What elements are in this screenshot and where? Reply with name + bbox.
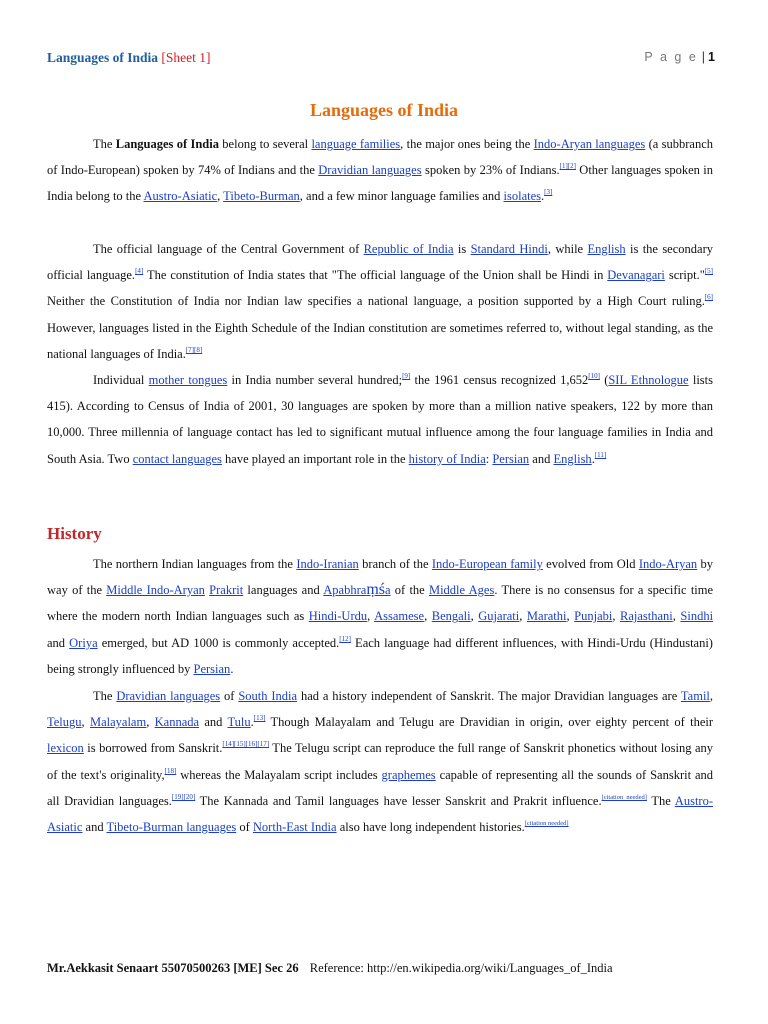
link-punjabi[interactable]: Punjabi <box>574 609 613 624</box>
link-austro-asiatic[interactable]: Austro-Asiatic <box>143 189 218 204</box>
link-indo-aryan-languages[interactable]: Indo-Aryan languages <box>533 137 646 151</box>
footnote-ref[interactable]: [11] <box>594 450 607 459</box>
link-contact-languages[interactable]: contact languages <box>132 451 222 466</box>
link-indo-aryan[interactable]: Indo-Aryan <box>638 557 698 571</box>
page-indicator <box>644 50 715 64</box>
link-tulu[interactable]: Tulu <box>227 715 251 730</box>
link-telugu[interactable]: Telugu <box>47 715 82 730</box>
footer-author: Mr.Aekkasit Senaart 55070500263 [ME] Sec 26 <box>47 961 299 975</box>
link-indo-european-family[interactable]: Indo-European family <box>431 557 543 571</box>
link-lexicon[interactable]: lexicon <box>47 741 84 756</box>
link-language-families[interactable]: language families <box>311 137 401 151</box>
link-standard-hindi[interactable]: Standard Hindi <box>470 242 548 256</box>
link-oriya[interactable]: Oriya <box>69 635 98 650</box>
page-footer <box>47 961 727 976</box>
footnote-ref[interactable]: [19][20] <box>171 792 196 801</box>
link-malayalam[interactable]: Malayalam <box>89 715 147 730</box>
footnote-ref[interactable]: [7][8] <box>185 345 203 354</box>
history-paragraph-1: The northern Indian languages from the Indo-Iranian branch of the Indo-European family evolved from Old Indo-Aryan by way of the Middle Indo-Aryan Prakrit languages and Apabhraṃśa of the Middle Ages. There is no consensus for a specific time where the modern north Indian languages such as Hindi-Urdu, Assamese, Bengali, Gujarati, Marathi, Punjabi, Rajasthani, Sindhi and Oriya emerged, but AD 1000 is commonly accepted.[12] Each language had different influences, with Hindi-Urdu (Hindustani) being strongly influenced by Persian. <box>47 557 714 676</box>
link-english[interactable]: English <box>553 451 592 466</box>
link-graphemes[interactable]: graphemes <box>381 767 436 782</box>
footnote-ref[interactable]: [1][2] <box>559 162 576 171</box>
link-isolates[interactable]: isolates <box>503 189 542 204</box>
footnote-ref[interactable]: [12] <box>339 634 351 643</box>
footnote-ref[interactable]: [14][15][16][17] <box>222 740 270 749</box>
link-english[interactable]: English <box>587 242 626 256</box>
link-bengali[interactable]: Bengali <box>431 609 471 624</box>
citation-needed-ref[interactable]: [citation needed] <box>601 793 647 801</box>
link-assamese[interactable]: Assamese <box>374 609 425 624</box>
link-tibeto-burman-languages[interactable]: Tibeto-Burman languages <box>106 820 237 835</box>
section-heading-history: History <box>47 524 102 543</box>
link-rajasthani[interactable]: Rajasthani <box>620 609 673 624</box>
header-sheet-label: [Sheet 1] <box>161 50 211 65</box>
citation-needed-ref[interactable]: [citation needed] <box>524 820 569 828</box>
link-austro-asiatic[interactable]: Austro-Asiatic <box>47 793 713 835</box>
document-title: Languages of India <box>309 100 459 120</box>
footnote-ref[interactable]: [18] <box>164 766 177 775</box>
link-indo-iranian[interactable]: Indo-Iranian <box>296 557 359 571</box>
intro-paragraph-2: The official language of the Central Government of Republic of India is Standard Hindi, while English is the secondary official language.[4] The constitution of India states that "The official language of the Union shall be Hindi in Devanagari script."[5] Neither the Constitution of India nor Indian law specifies a national language, a position supported by a High Court ruling.[6] However, languages listed in the Eighth Schedule of the Indian constitution are sometimes referred to, without legal standing, as the national languages of India.[7][8] <box>47 242 714 361</box>
link-middle-indo-aryan[interactable]: Middle Indo-Aryan <box>106 583 205 598</box>
link-persian[interactable]: Persian <box>492 451 530 466</box>
link-apabhramsa[interactable]: Apabhraṃśa <box>323 581 391 599</box>
footer-reference: Reference: http://en.wikipedia.org/wiki/Languages_of_India <box>309 961 613 975</box>
link-sil-ethnologue[interactable]: SIL Ethnologue <box>608 373 689 387</box>
footnote-ref[interactable]: [6] <box>704 293 713 302</box>
intro-paragraph-3: Individual mother tongues in India number several hundred;[9] the 1961 census recognized 1,652[10] (SIL Ethnologue lists 415). According to Census of India of 2001, 30 languages are spoken by more than a million native speakers, 122 by more than 10,000. Three millennia of language contact has led to significant mutual influence among the four language families in India and South Asia. Two contact languages have played an important role in the history of India: Persian and English.[11] <box>47 372 713 466</box>
link-marathi[interactable]: Marathi <box>526 609 567 624</box>
page-number: 1 <box>708 50 715 64</box>
link-dravidian-languages[interactable]: Dravidian languages <box>116 689 221 703</box>
footnote-ref[interactable]: [5] <box>704 267 714 276</box>
link-gujarati[interactable]: Gujarati <box>478 609 520 624</box>
link-middle-ages[interactable]: Middle Ages <box>428 583 495 598</box>
link-dravidian-languages[interactable]: Dravidian languages <box>318 163 422 178</box>
link-north-east-india[interactable]: North-East India <box>252 820 337 835</box>
link-devanagari[interactable]: Devanagari <box>607 268 665 283</box>
link-tibeto-burman[interactable]: Tibeto-Burman <box>223 189 300 204</box>
footnote-ref[interactable]: [10] <box>588 372 600 380</box>
link-hindi-urdu[interactable]: Hindi-Urdu <box>308 609 368 624</box>
page-label: P a g e <box>644 50 698 64</box>
link-sindhi[interactable]: Sindhi <box>680 609 714 624</box>
link-kannada[interactable]: Kannada <box>154 715 200 730</box>
link-prakrit[interactable]: Prakrit <box>209 583 244 598</box>
link-republic-of-india[interactable]: Republic of India <box>363 242 454 256</box>
footnote-ref[interactable]: [13] <box>253 714 266 723</box>
footnote-ref[interactable]: [3] <box>544 188 553 197</box>
link-tamil[interactable]: Tamil <box>680 689 710 703</box>
link-history-of-india[interactable]: history of India <box>408 451 486 466</box>
link-persian[interactable]: Persian <box>193 661 231 676</box>
link-mother-tongues[interactable]: mother tongues <box>148 373 228 387</box>
intro-paragraph-1: The Languages of India belong to several language families, the major ones being the Indo-Aryan languages (a subbranch of Indo-European) spoken by 74% of Indians and the Dravidian languages spoken by 23% of Indians.[1][2] Other languages spoken in India belong to the Austro-Asiatic, Tibeto-Burman, and a few minor language families and isolates.[3] <box>47 137 714 204</box>
page-separator: | <box>701 50 706 64</box>
footnote-ref[interactable]: [4] <box>135 267 144 276</box>
history-paragraph-2: The Dravidian languages of South India had a history independent of Sanskrit. The major Dravidian languages are Tamil, Telugu, Malayalam, Kannada and Tulu.[13] Though Malayalam and Telugu are Dravidian in origin, over eighty percent of their lexicon is borrowed from Sanskrit.[14][15][16][17] The Telugu script can reproduce the full range of Sanskrit phonetics without losing any of the text's originality,[18] whereas the Malayalam script includes graphemes capable of representing all the sounds of Sanskrit and all Dravidian languages.[19][20] The Kannada and Tamil languages have lesser Sanskrit and Prakrit influence.[citation needed] The Austro-Asiatic and Tibeto-Burman languages of North-East India also have long independent histories.[citation needed] <box>47 689 714 835</box>
footnote-ref[interactable]: [9] <box>402 372 411 380</box>
link-south-india[interactable]: South India <box>238 689 298 703</box>
header-title: Languages of India <box>47 50 159 65</box>
bold-term: Languages of India <box>115 137 219 151</box>
page-header <box>47 50 715 70</box>
